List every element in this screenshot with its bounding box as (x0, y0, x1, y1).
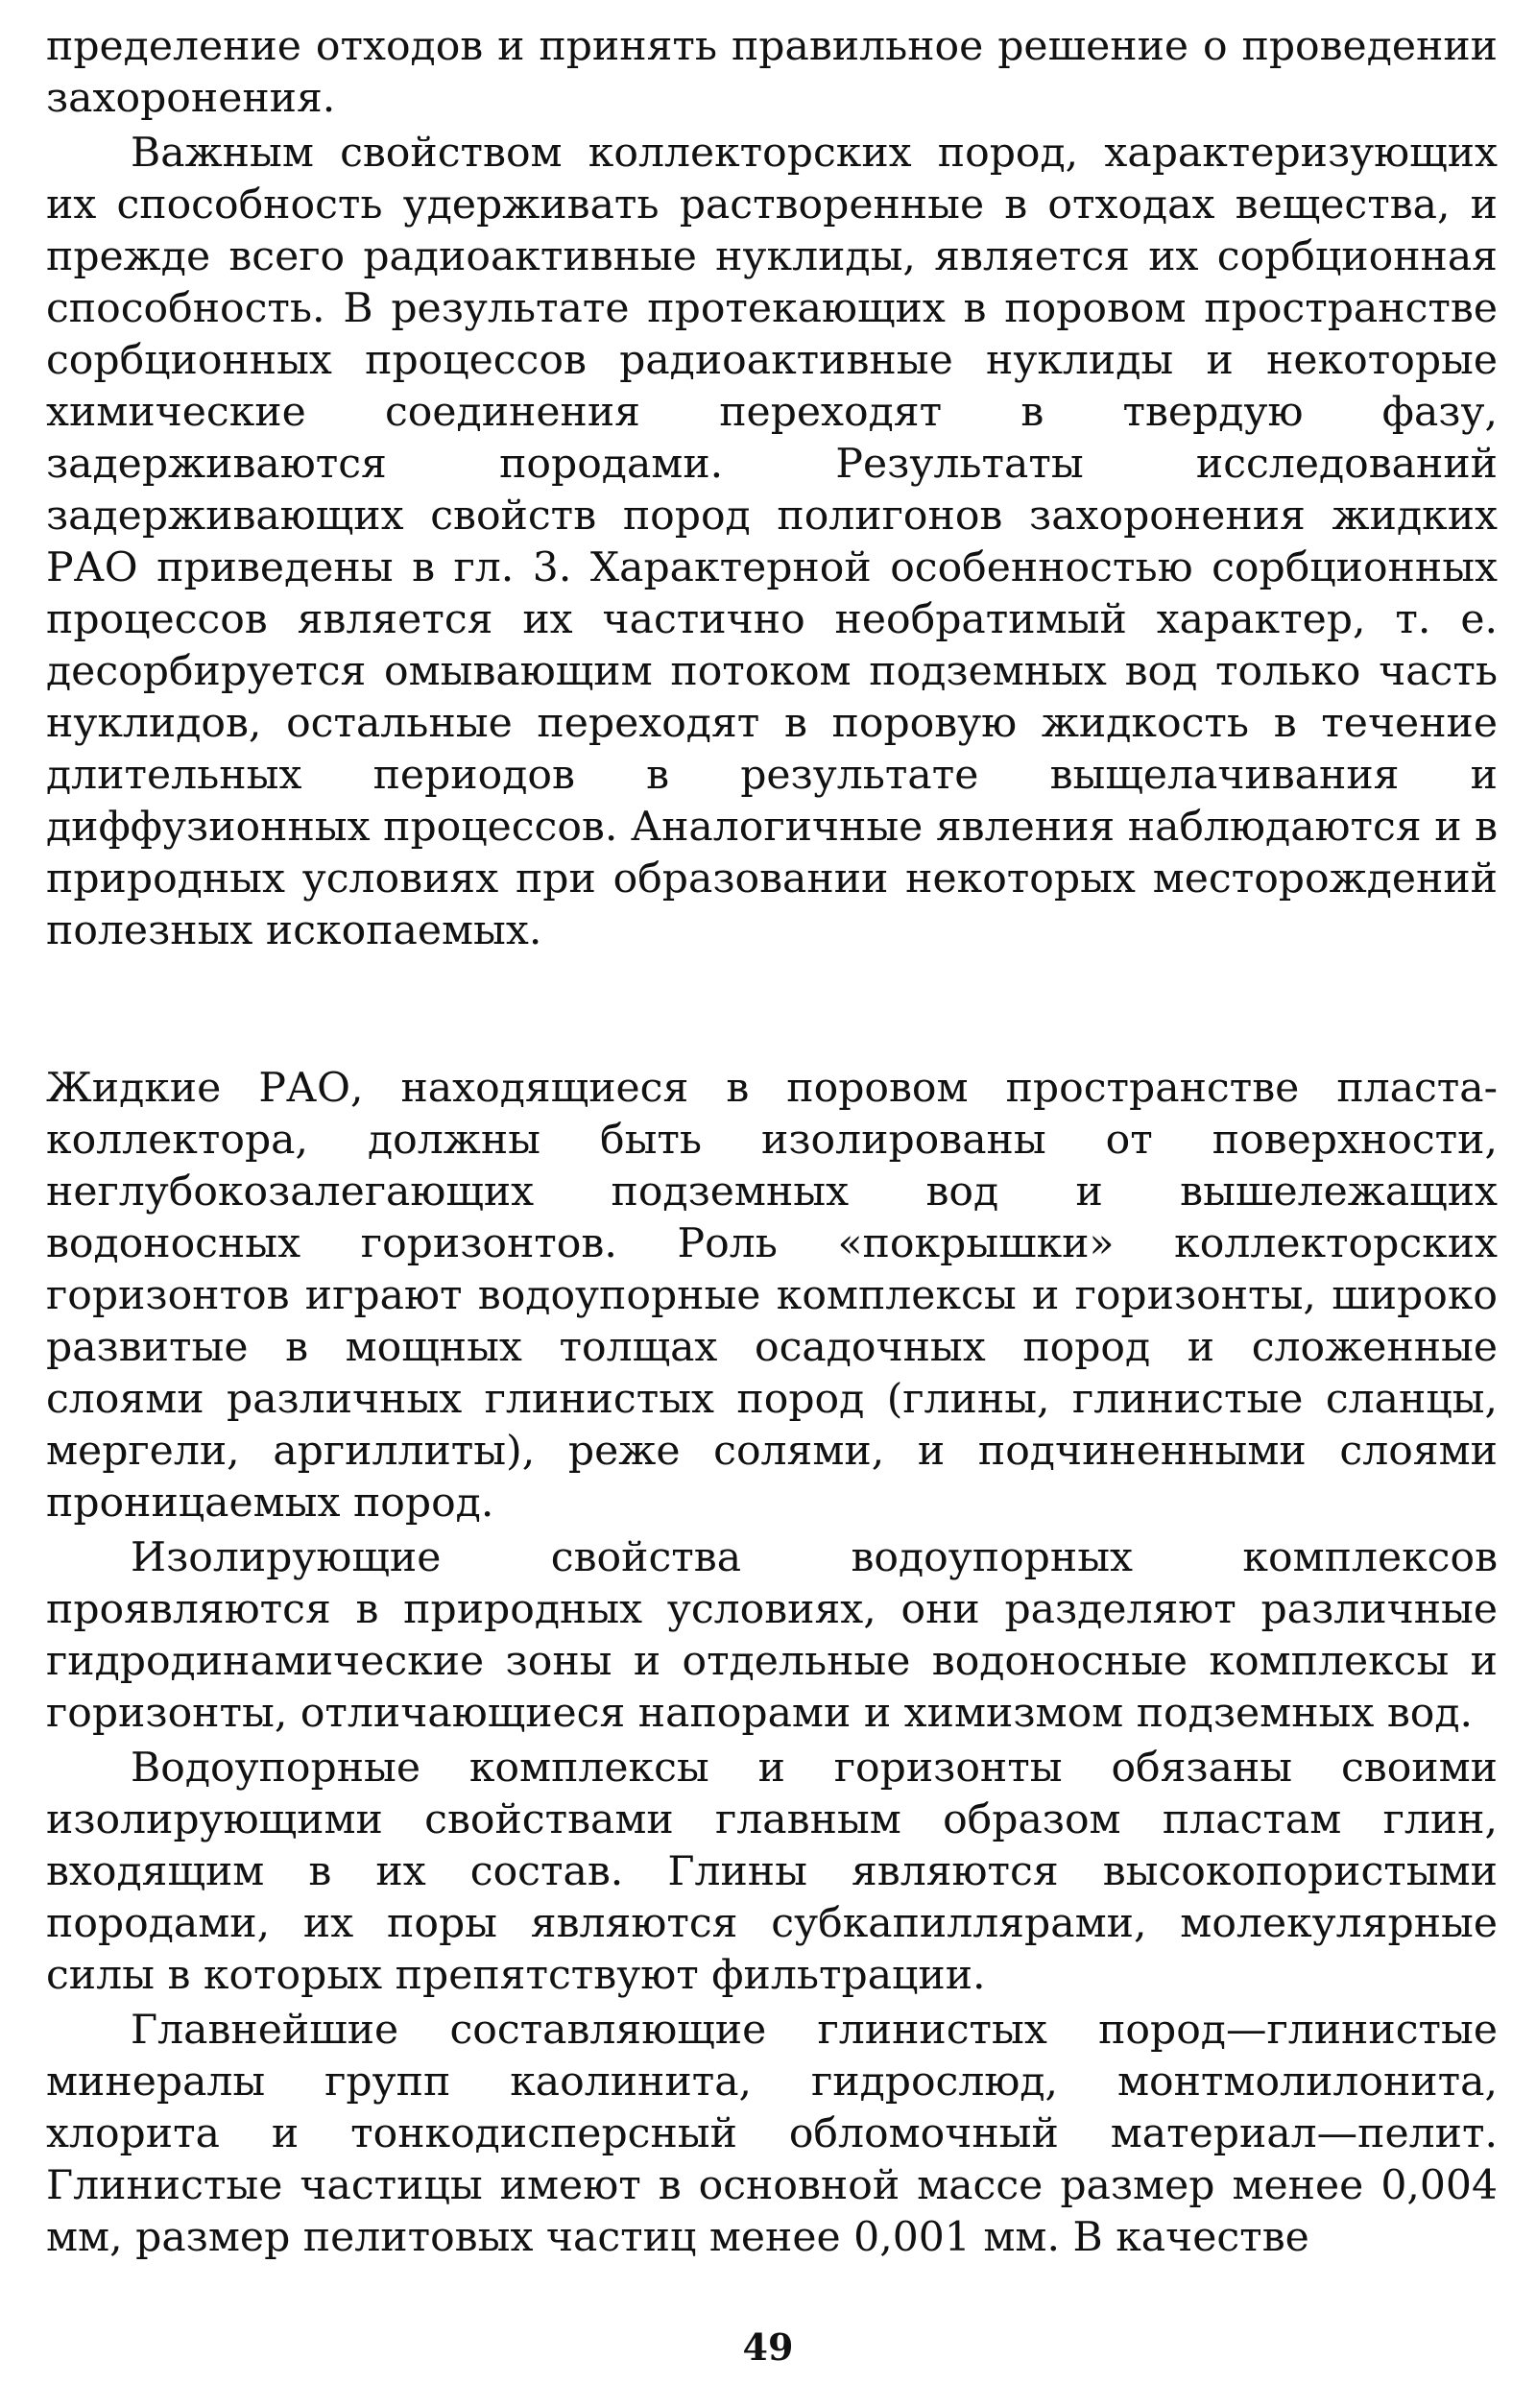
paragraph-clay-components: Главнейшие составляющие глинистых пород—глинистые минералы групп каолинита, гидрослюд, монтмолилонита, хлорита и тонкодисперсный обломочный материал—пелит. Глинистые частицы имеют в основной массе размер менее 0,004 мм, размер пелитовых частиц менее 0,001 мм. В качестве (46, 2007, 1498, 2261)
paragraph-aquicludes: Водоупорные комплексы и горизонты обязаны своими изолирующими свойствами главным образом пластам глин, входящим в их состав. Глины являются высокопористыми породами, их поры являются субкапиллярами, молекулярные силы в которых препятствуют фильтрации. (46, 1745, 1498, 1999)
page-number: 49 (742, 2325, 794, 2369)
paragraph-continuation: пределение отходов и принять правильное решение о проведении захоронения. (46, 23, 1498, 122)
paragraph-isolating-properties: Изолирующие свойства водоупорных комплексов проявляются в природных условиях, они разделяют различные гидродинамические зоны и отдельные водоносные комплексы и горизонты, отличающиеся напорами и химизмом подземных вод. (46, 1534, 1498, 1737)
paragraph-sorption: Важным свойством коллекторских пород, характеризующих их способность удерживать растворенные в отходах вещества, и прежде всего радиоактивные нуклиды, является их сорбционная способность. В результате протекающих в поровом пространстве сорбционных процессов радиоактивные нуклиды и некоторые химические соединения переходят в твердую фазу, задерживаются породами. Результаты исследований задерживающих свойств пород полигонов захоронения жидких РАО приведены в гл. 3. Характерной особенностью сорбционных процессов является их частично необратимый характер, т. е. десорбируется омывающим потоком подземных вод только часть нуклидов, остальные переходят в поровую жидкость в течение длительных периодов в результате выщелачивания и диффузионных процессов. Аналогичные явления наблюдаются и в природных условиях при образовании некоторых месторождений полезных ископаемых. (46, 130, 1498, 954)
book-page (46, 21, 1498, 2393)
paragraph-liquid-rao: Жидкие РАО, находящиеся в поровом пространстве пласта-коллектора, должны быть изолированы от поверхности, неглубокозалегающих подземных вод и вышележащих водоносных горизонтов. Роль «покрышки» коллекторских горизонтов играют водоупорные комплексы и горизонты, широко развитые в мощных толщах осадочных пород и сложенные слоями различных глинистых пород (глины, глинистые сланцы, мергели, аргиллиты), реже солями, и подчиненными слоями проницаемых пород. (46, 1065, 1498, 1527)
